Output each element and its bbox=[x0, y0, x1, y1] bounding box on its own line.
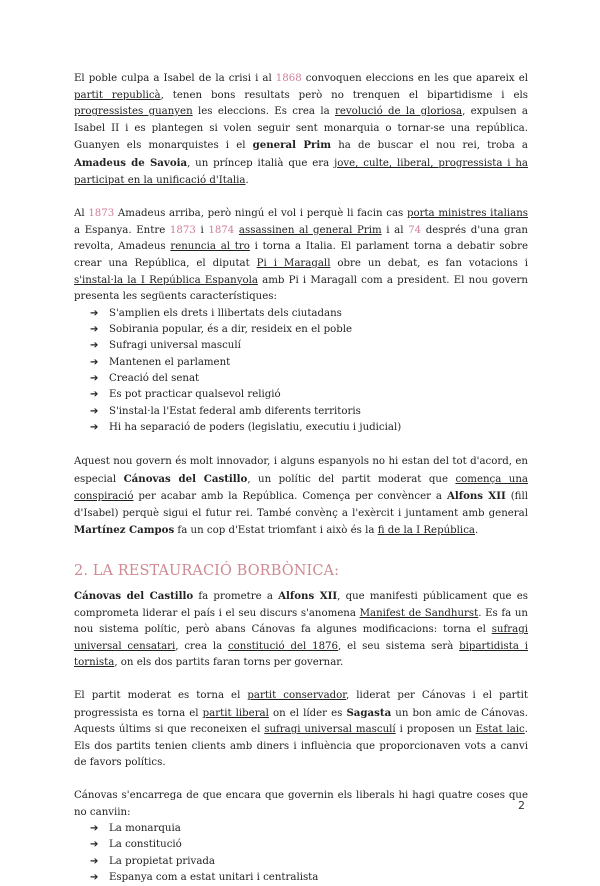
text: amb Pi i Maragall com a president. El nou govern presenta les següents característiques: bbox=[74, 274, 528, 303]
underlined-term: jove, culte, liberal, progressista i ha participat en la unificació d'Italia bbox=[74, 157, 528, 186]
list-item-text: La propietat privada bbox=[109, 855, 215, 867]
text: , que manifesti públicament que es comprometa liderar el país i el seu discurs s'anomena bbox=[74, 591, 528, 619]
underlined-term: assassinen al general Prim bbox=[238, 224, 382, 236]
underlined-term: renuncia al tro bbox=[170, 241, 250, 253]
list-item-text: Es pot practicar qualsevol religió bbox=[109, 389, 281, 401]
bold-term: Martínez Campos bbox=[74, 524, 175, 537]
arrow-icon: ➔ bbox=[90, 389, 99, 401]
list-item bbox=[90, 420, 528, 436]
text: Amadeus arriba, però ningú el vol i perquè li facin cas bbox=[114, 208, 407, 220]
bold-term: Cánovas del Castillo bbox=[74, 590, 194, 603]
arrow-icon: ➔ bbox=[90, 405, 99, 417]
arrow-icon: ➔ bbox=[90, 872, 99, 884]
text: on el líder es bbox=[268, 707, 347, 719]
text: , on els dos partits faran torns per governar. bbox=[114, 657, 344, 669]
underlined-term: Pi i Maragall bbox=[256, 257, 331, 269]
text: fa prometre a bbox=[193, 591, 279, 603]
text: , tenen bons resultats però no trenquen el bipartidisme i els bbox=[160, 89, 528, 101]
year-highlight: 1873 bbox=[88, 208, 115, 220]
bold-term: Amadeus de Savoia bbox=[74, 156, 188, 169]
text: un bon amic de Cánovas. Aquests últims si que reconeixen el bbox=[74, 707, 529, 736]
bold-term: Alfons XII bbox=[278, 590, 338, 603]
underlined-term: progressistes guanyen bbox=[74, 106, 193, 118]
arrow-icon: ➔ bbox=[90, 324, 99, 336]
paragraph-unchanged-things: Cánovas s'encarrega de que encara que governin els liberals hi hagi quatre coses que no canviin: bbox=[74, 790, 528, 818]
section-heading: 2. LA RESTAURACIÓ BORBÒNICA: bbox=[74, 563, 340, 580]
page-content bbox=[74, 71, 528, 886]
arrow-icon: ➔ bbox=[90, 356, 99, 368]
text: Al bbox=[74, 208, 89, 220]
year-highlight: 1873 bbox=[169, 224, 196, 236]
list-item bbox=[90, 306, 528, 322]
unchanged-things-list bbox=[74, 821, 528, 886]
text: . bbox=[474, 525, 479, 537]
text: . Els dos partits tenien clients amb diners i influència que proporcionaven vots a canvi de favors polítics. bbox=[74, 724, 528, 769]
arrow-icon: ➔ bbox=[90, 372, 99, 384]
list-item bbox=[90, 371, 528, 387]
underlined-term: Manifest de Sandhurst bbox=[359, 607, 479, 619]
list-item bbox=[90, 837, 528, 853]
list-item-text: Sufragi universal masculí bbox=[109, 340, 241, 352]
list-item-text: La constitució bbox=[109, 839, 182, 851]
underlined-term: sufragi universal masculí bbox=[264, 724, 396, 736]
list-item-text: Espanya com a estat unitari i centralista bbox=[109, 872, 319, 884]
text: . Es fa un nou sistema polític, però abans Cánovas fa algunes modificacions: torna el bbox=[74, 607, 528, 636]
text: i bbox=[195, 224, 209, 236]
text: a Espanya. Entre bbox=[74, 224, 170, 236]
bold-term: Alfons XII bbox=[446, 490, 506, 503]
year-highlight: 74 bbox=[408, 224, 422, 236]
bold-term: general Prim bbox=[252, 139, 332, 152]
arrow-icon: ➔ bbox=[90, 340, 99, 352]
text: per acabar amb la República. Comença per convèncer a bbox=[133, 491, 447, 503]
list-item bbox=[90, 404, 528, 420]
text: obre un debat, es fan votacions i bbox=[330, 257, 528, 269]
underlined-term: bipartidista i tornista bbox=[74, 640, 528, 669]
list-item bbox=[90, 821, 528, 837]
arrow-icon: ➔ bbox=[90, 421, 99, 433]
list-item-text: La monarquia bbox=[109, 823, 181, 835]
underlined-term: fi de la I República bbox=[377, 525, 475, 537]
underlined-term: comença una conspiració bbox=[74, 473, 528, 503]
list-item bbox=[90, 338, 528, 354]
underlined-term: partit conservador bbox=[247, 690, 347, 702]
page-number: 2 bbox=[518, 799, 525, 812]
underlined-term: Estat laic bbox=[475, 724, 525, 736]
list-item bbox=[90, 387, 528, 403]
text: i proposen un bbox=[395, 724, 476, 736]
text: convoquen eleccions en les que apareix el bbox=[301, 73, 528, 84]
text: després d'una gran revolta, Amadeus bbox=[74, 224, 528, 253]
list-item bbox=[90, 870, 528, 886]
list-item bbox=[90, 322, 528, 338]
underlined-term: partit republicà bbox=[74, 89, 161, 101]
underlined-term: constitució del 1876 bbox=[227, 640, 339, 652]
text: , liderat per Cánovas i el partit progressista es torna el bbox=[74, 690, 528, 719]
text: les eleccions. Es crea la bbox=[192, 106, 335, 118]
list-item bbox=[90, 854, 528, 870]
list-item-text: Mantenen el parlament bbox=[109, 356, 231, 368]
text: (fill d'Isabel) perquè sigui el futur rei. També convènç a l'exèrcit i juntament amb general bbox=[74, 491, 528, 519]
paragraph-amadeus bbox=[74, 206, 528, 306]
list-item bbox=[90, 355, 528, 371]
paragraph-sandhurst bbox=[74, 588, 528, 672]
year-highlight: 1874 bbox=[208, 224, 235, 236]
underlined-term: partit liberal bbox=[202, 707, 269, 719]
arrow-icon: ➔ bbox=[90, 307, 99, 319]
list-item-text: S'instal·la l'Estat federal amb diferents territoris bbox=[109, 405, 361, 417]
text: , un príncep italià que era bbox=[187, 157, 335, 169]
text: i al bbox=[381, 224, 409, 236]
list-item-text: Hi ha separació de poders (legislatiu, executiu i judicial) bbox=[109, 421, 402, 433]
arrow-icon: ➔ bbox=[90, 855, 99, 867]
underlined-term: revolució de la gloriosa bbox=[335, 106, 463, 118]
arrow-icon: ➔ bbox=[90, 839, 99, 851]
text: fa un cop d'Estat triomfant i això és la bbox=[174, 525, 378, 537]
underlined-term: sufragi universal censatari bbox=[74, 624, 528, 652]
text: , el seu sistema serà bbox=[338, 640, 460, 652]
bold-term: Cánovas del Castillo bbox=[123, 472, 248, 485]
text: El poble culpa a Isabel de la crisi i al bbox=[74, 73, 276, 84]
arrow-icon: ➔ bbox=[90, 823, 99, 835]
text: El partit moderat es torna el bbox=[74, 690, 248, 702]
underlined-term: porta ministres italians bbox=[406, 208, 528, 220]
republic-features-list bbox=[74, 306, 528, 436]
paragraph-parties bbox=[74, 688, 528, 772]
underlined-term: s'instal·la la I República Espanyola bbox=[74, 274, 258, 286]
text: Aquest nou govern és molt innovador, i alguns espanyols no hi estan del tot d'acord, en especial bbox=[74, 456, 528, 485]
text: , crea la bbox=[175, 640, 228, 652]
text: i torna a Italia. El parlament torna a debatir sobre crear una República, el diputat bbox=[74, 241, 529, 269]
text: . bbox=[245, 174, 249, 186]
text: , expulsen a Isabel II i es plantegen si volen seguir sent monarquia o tornar-se una república. Guanyen els monarquistes i el bbox=[74, 106, 528, 152]
paragraph-isabel-crisis bbox=[74, 71, 528, 189]
text: ha de buscar el nou rei, troba a bbox=[331, 140, 528, 152]
list-item-text: S'amplien els drets i llibertats dels ciutadans bbox=[109, 307, 342, 319]
paragraph-canovas-conspiracy bbox=[74, 454, 528, 540]
text: , un polític del partit moderat que bbox=[247, 473, 456, 485]
list-item-text: Sobirania popular, és a dir, resideix en el poble bbox=[109, 324, 353, 336]
bold-term: Sagasta bbox=[346, 706, 392, 719]
list-item-text: Creació del senat bbox=[109, 372, 200, 384]
year-highlight: 1868 bbox=[275, 73, 302, 84]
